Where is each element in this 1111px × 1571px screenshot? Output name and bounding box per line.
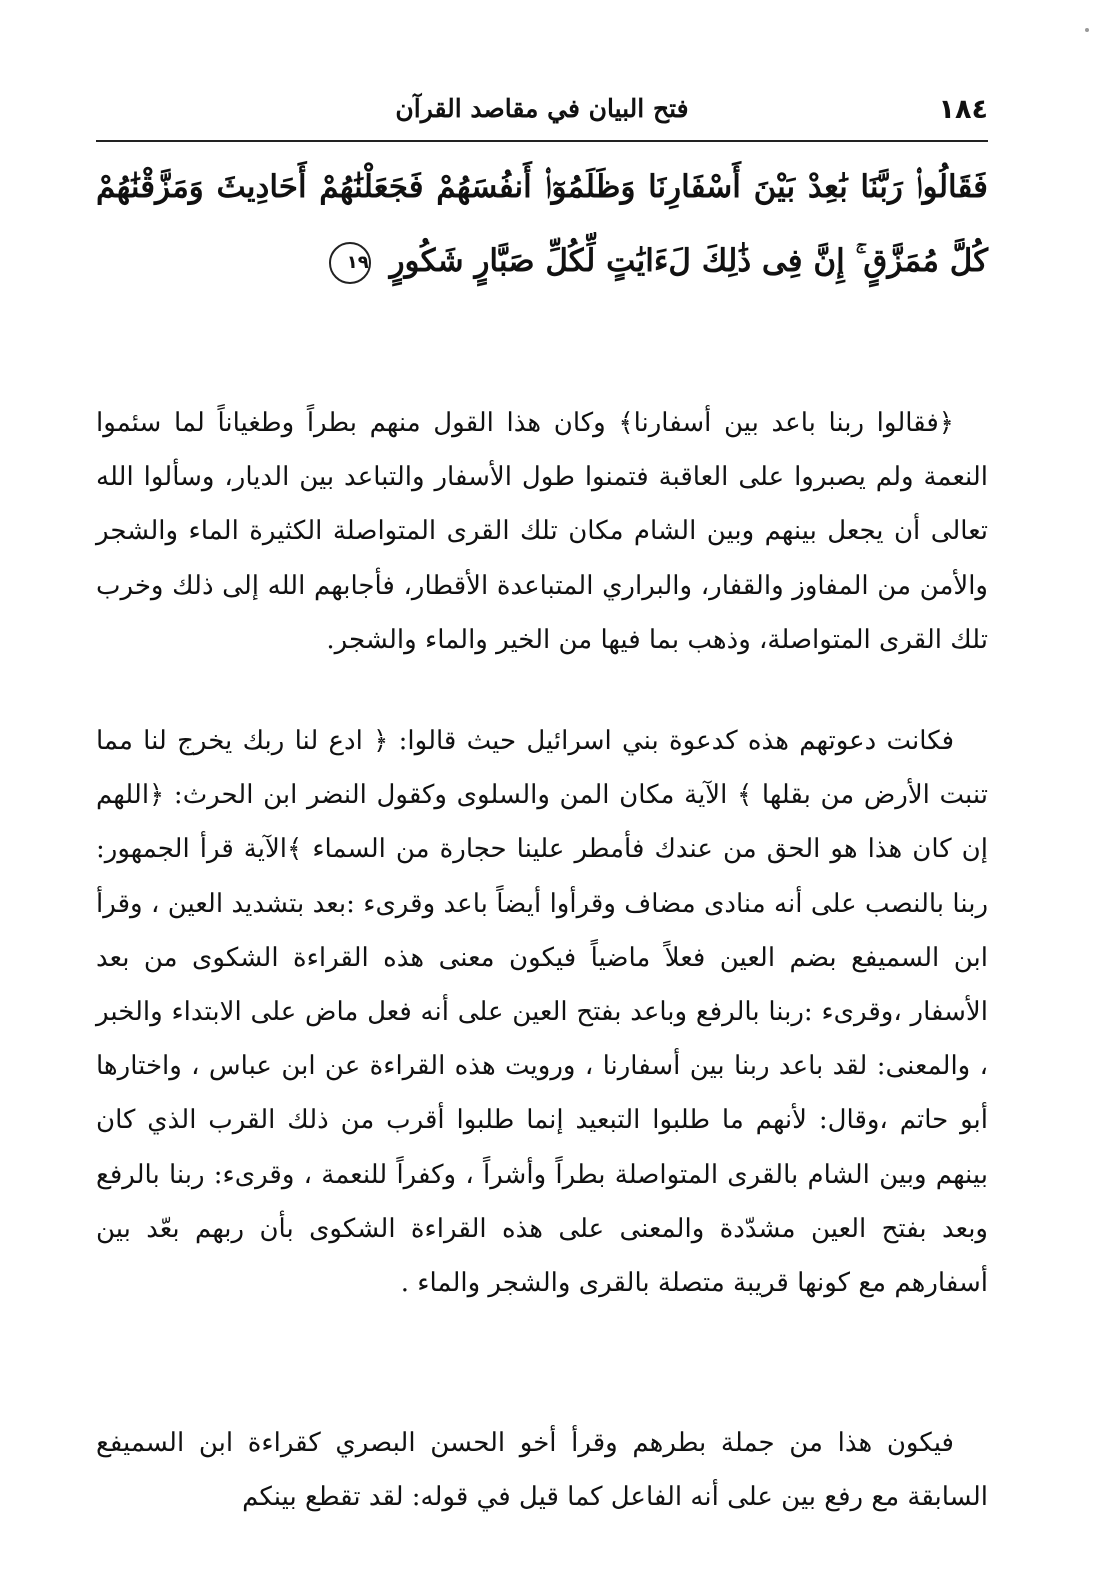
verse-text: فَقَالُوا۟ رَبَّنَا بَٰعِدْ بَيْنَ أَسْفَارِنَا وَظَلَمُوٓا۟ أَنفُسَهُمْ فَجَعَلْنَٰهُمْ أَحَادِيثَ وَمَزَّقْنَٰهُمْ كُلَّ مُمَزَّقٍ ۚ إِنَّ فِى ذَٰلِكَ لَءَايَٰتٍ لِّكُلِّ صَبَّارٍ شَكُورٍ: [96, 169, 988, 279]
commentary-paragraph-2: [96, 714, 988, 1310]
page-number: ١٨٤: [938, 94, 988, 125]
page-header: [96, 88, 988, 138]
paragraph-text: ﴿فقالوا ربنا باعد بين أسفارنا﴾ وكان هذا القول منهم بطراً وطغياناً لما سئموا النعمة ولم يصبروا على العاقبة فتمنوا طول الأسفار والتباعد بين الديار، وسألوا الله تعالى أن يجعل بينهم وبين الشام مكان تلك القرى المتواصلة الكثيرة الماء والشجر والأمن من المفاوز والقفار، والبراري المتباعدة الأقطار، فأجابهم الله إلى ذلك وخرب تلك القرى المتواصلة، وذهب بما فيها من الخير والماء والشجر.: [96, 408, 988, 655]
header-rule: [96, 140, 988, 142]
paragraph-text: فيكون هذا من جملة بطرهم وقرأ أخو الحسن البصري كقراءة ابن السميفع السابقة مع رفع بين على أنه الفاعل كما قيل في قوله: لقد تقطع بينكم: [96, 1428, 988, 1513]
commentary-paragraph-1: [96, 396, 988, 667]
paragraph-text: فكانت دعوتهم هذه كدعوة بني اسرائيل حيث قالوا: ﴿ ادع لنا ربك يخرج لنا مما تنبت الأرض من بقلها ﴾ الآية مكان المن والسلوى وكقول النضر ابن الحرث: ﴿اللهم إن كان هذا هو الحق من عندك فأمطر علينا حجارة من السماء ﴾الآية قرأ الجمهور: ربنا بالنصب على أنه منادى مضاف وقرأوا أيضاً باعد وقرىء :بعد بتشديد العين ، وقرأ ابن السميفع بضم العين فعلاً ماضياً فيكون معنى هذه القراءة الشكوى من بعد الأسفار ،وقرىء :ربنا بالرفع وباعد بفتح العين على أنه فعل ماض على الابتداء والخبر ، والمعنى: لقد باعد ربنا بين أسفارنا ، ورويت هذه القراءة عن ابن عباس ، واختارها أبو حاتم ،وقال: لأنهم ما طلبوا التبعيد إنما طلبوا أقرب من ذلك القرب الذي كان بينهم وبين الشام بالقرى المتواصلة بطراً وأشراً ، وكفراً للنعمة ، وقرىء: ربنا بالرفع وبعد بفتح العين مشدّدة والمعنى على هذه القراءة الشكوى بأن ربهم بعّد بين أسفارهم مع كونها قريبة متصلة بالقرى والشجر والماء .: [96, 726, 988, 1299]
verse-number-badge: ١٩: [329, 242, 371, 284]
scan-speck: [1085, 28, 1089, 32]
running-title: فتح البيان في مقاصد القرآن: [395, 94, 689, 123]
commentary-paragraph-3: [96, 1416, 988, 1524]
quran-verse: [96, 150, 988, 298]
